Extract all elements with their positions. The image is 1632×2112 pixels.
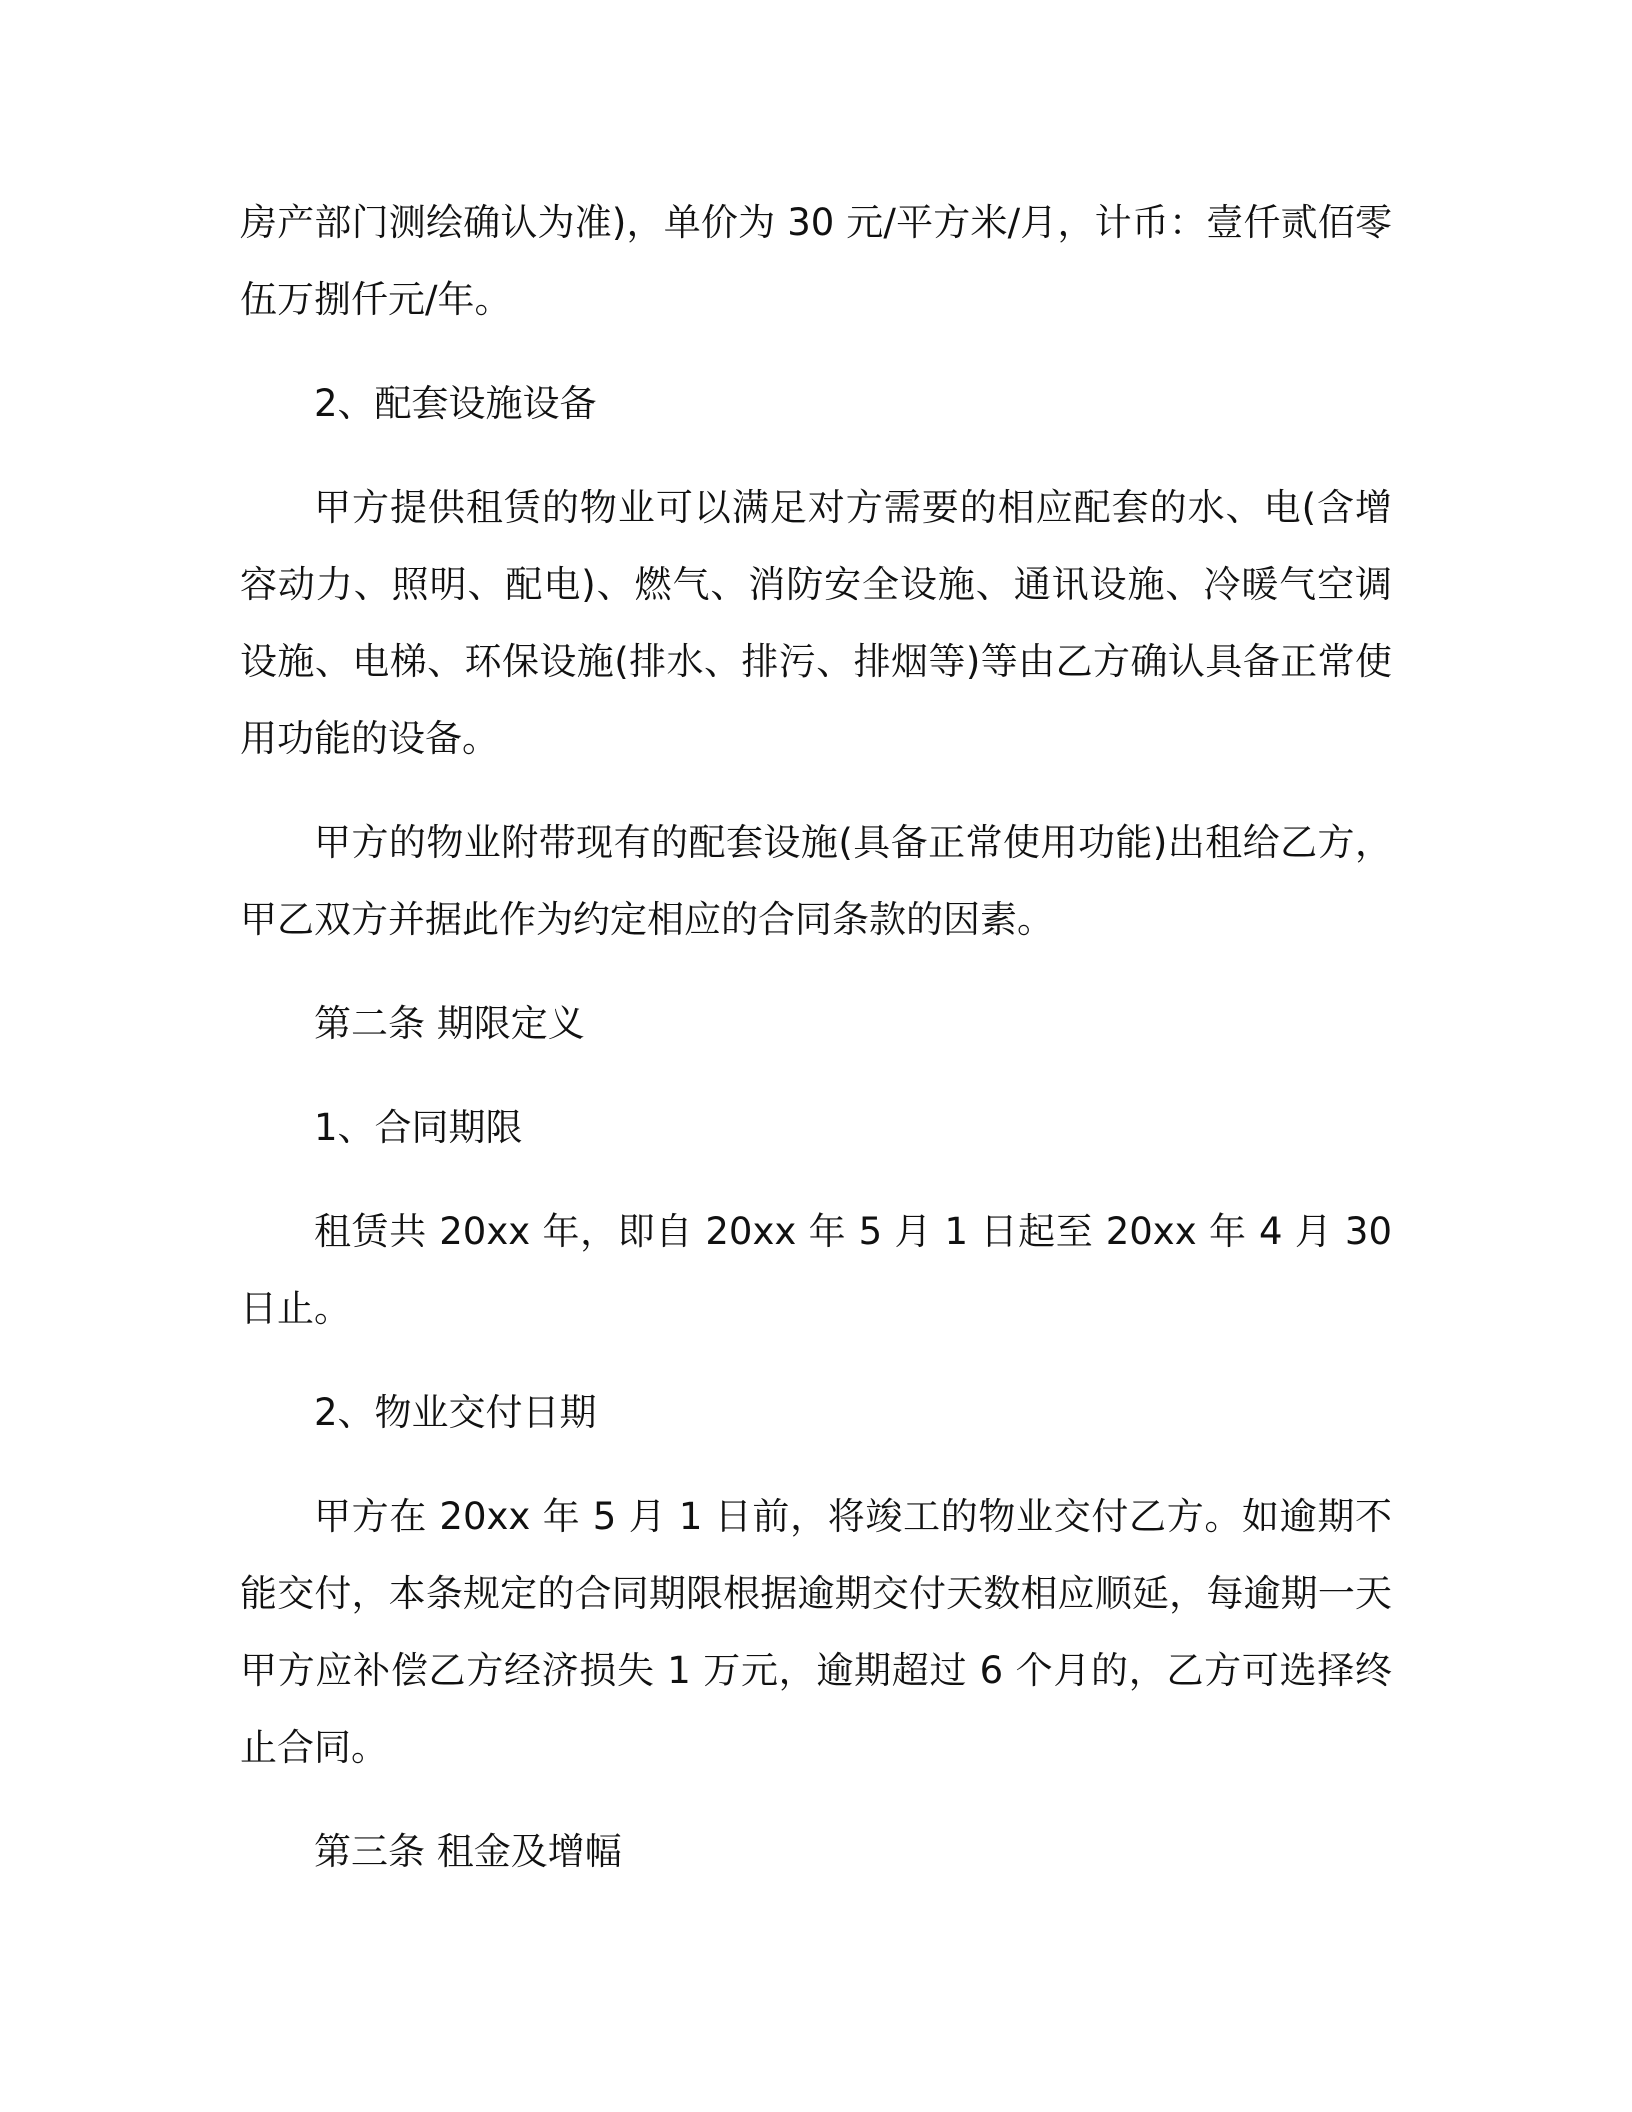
- heading-article-3: 第三条 租金及增幅: [314, 1830, 622, 1873]
- paragraph-facilities-provided: 甲方提供租赁的物业可以满足对方需要的相应配套的水、电(含增容动力、照明、配电)、燃气、消防安全设施、通讯设施、冷暖气空调设施、电梯、环保设施(排水、排污、排烟等)等由乙方确认具备正常使用功能的设备。: [240, 486, 1392, 760]
- paragraph-delivery-date: 甲方在 20xx 年 5 月 1 日前，将竣工的物业交付乙方。如逾期不能交付，本条规定的合同期限根据逾期交付天数相应顺延，每逾期一天甲方应补偿乙方经济损失 1 万元，逾期超过 6 个月的，乙方可选择终止合同。: [240, 1495, 1392, 1769]
- heading-contract-term: 1、合同期限: [314, 1106, 523, 1149]
- heading-facilities: 2、配套设施设备: [314, 382, 597, 425]
- document-body: [240, 184, 1392, 1917]
- paragraph-facilities-lease: 甲方的物业附带现有的配套设施(具备正常使用功能)出租给乙方，甲乙双方并据此作为约定相应的合同条款的因素。: [240, 821, 1392, 941]
- heading-article-2: 第二条 期限定义: [314, 1002, 585, 1045]
- paragraph-area-price: 房产部门测绘确认为准)，单价为 30 元/平方米/月，计币：壹仟贰佰零伍万捌仟元/年。: [240, 201, 1392, 321]
- heading-delivery-date: 2、物业交付日期: [314, 1391, 597, 1434]
- paragraph-contract-term: 租赁共 20xx 年，即自 20xx 年 5 月 1 日起至 20xx 年 4 月 30 日止。: [240, 1210, 1392, 1330]
